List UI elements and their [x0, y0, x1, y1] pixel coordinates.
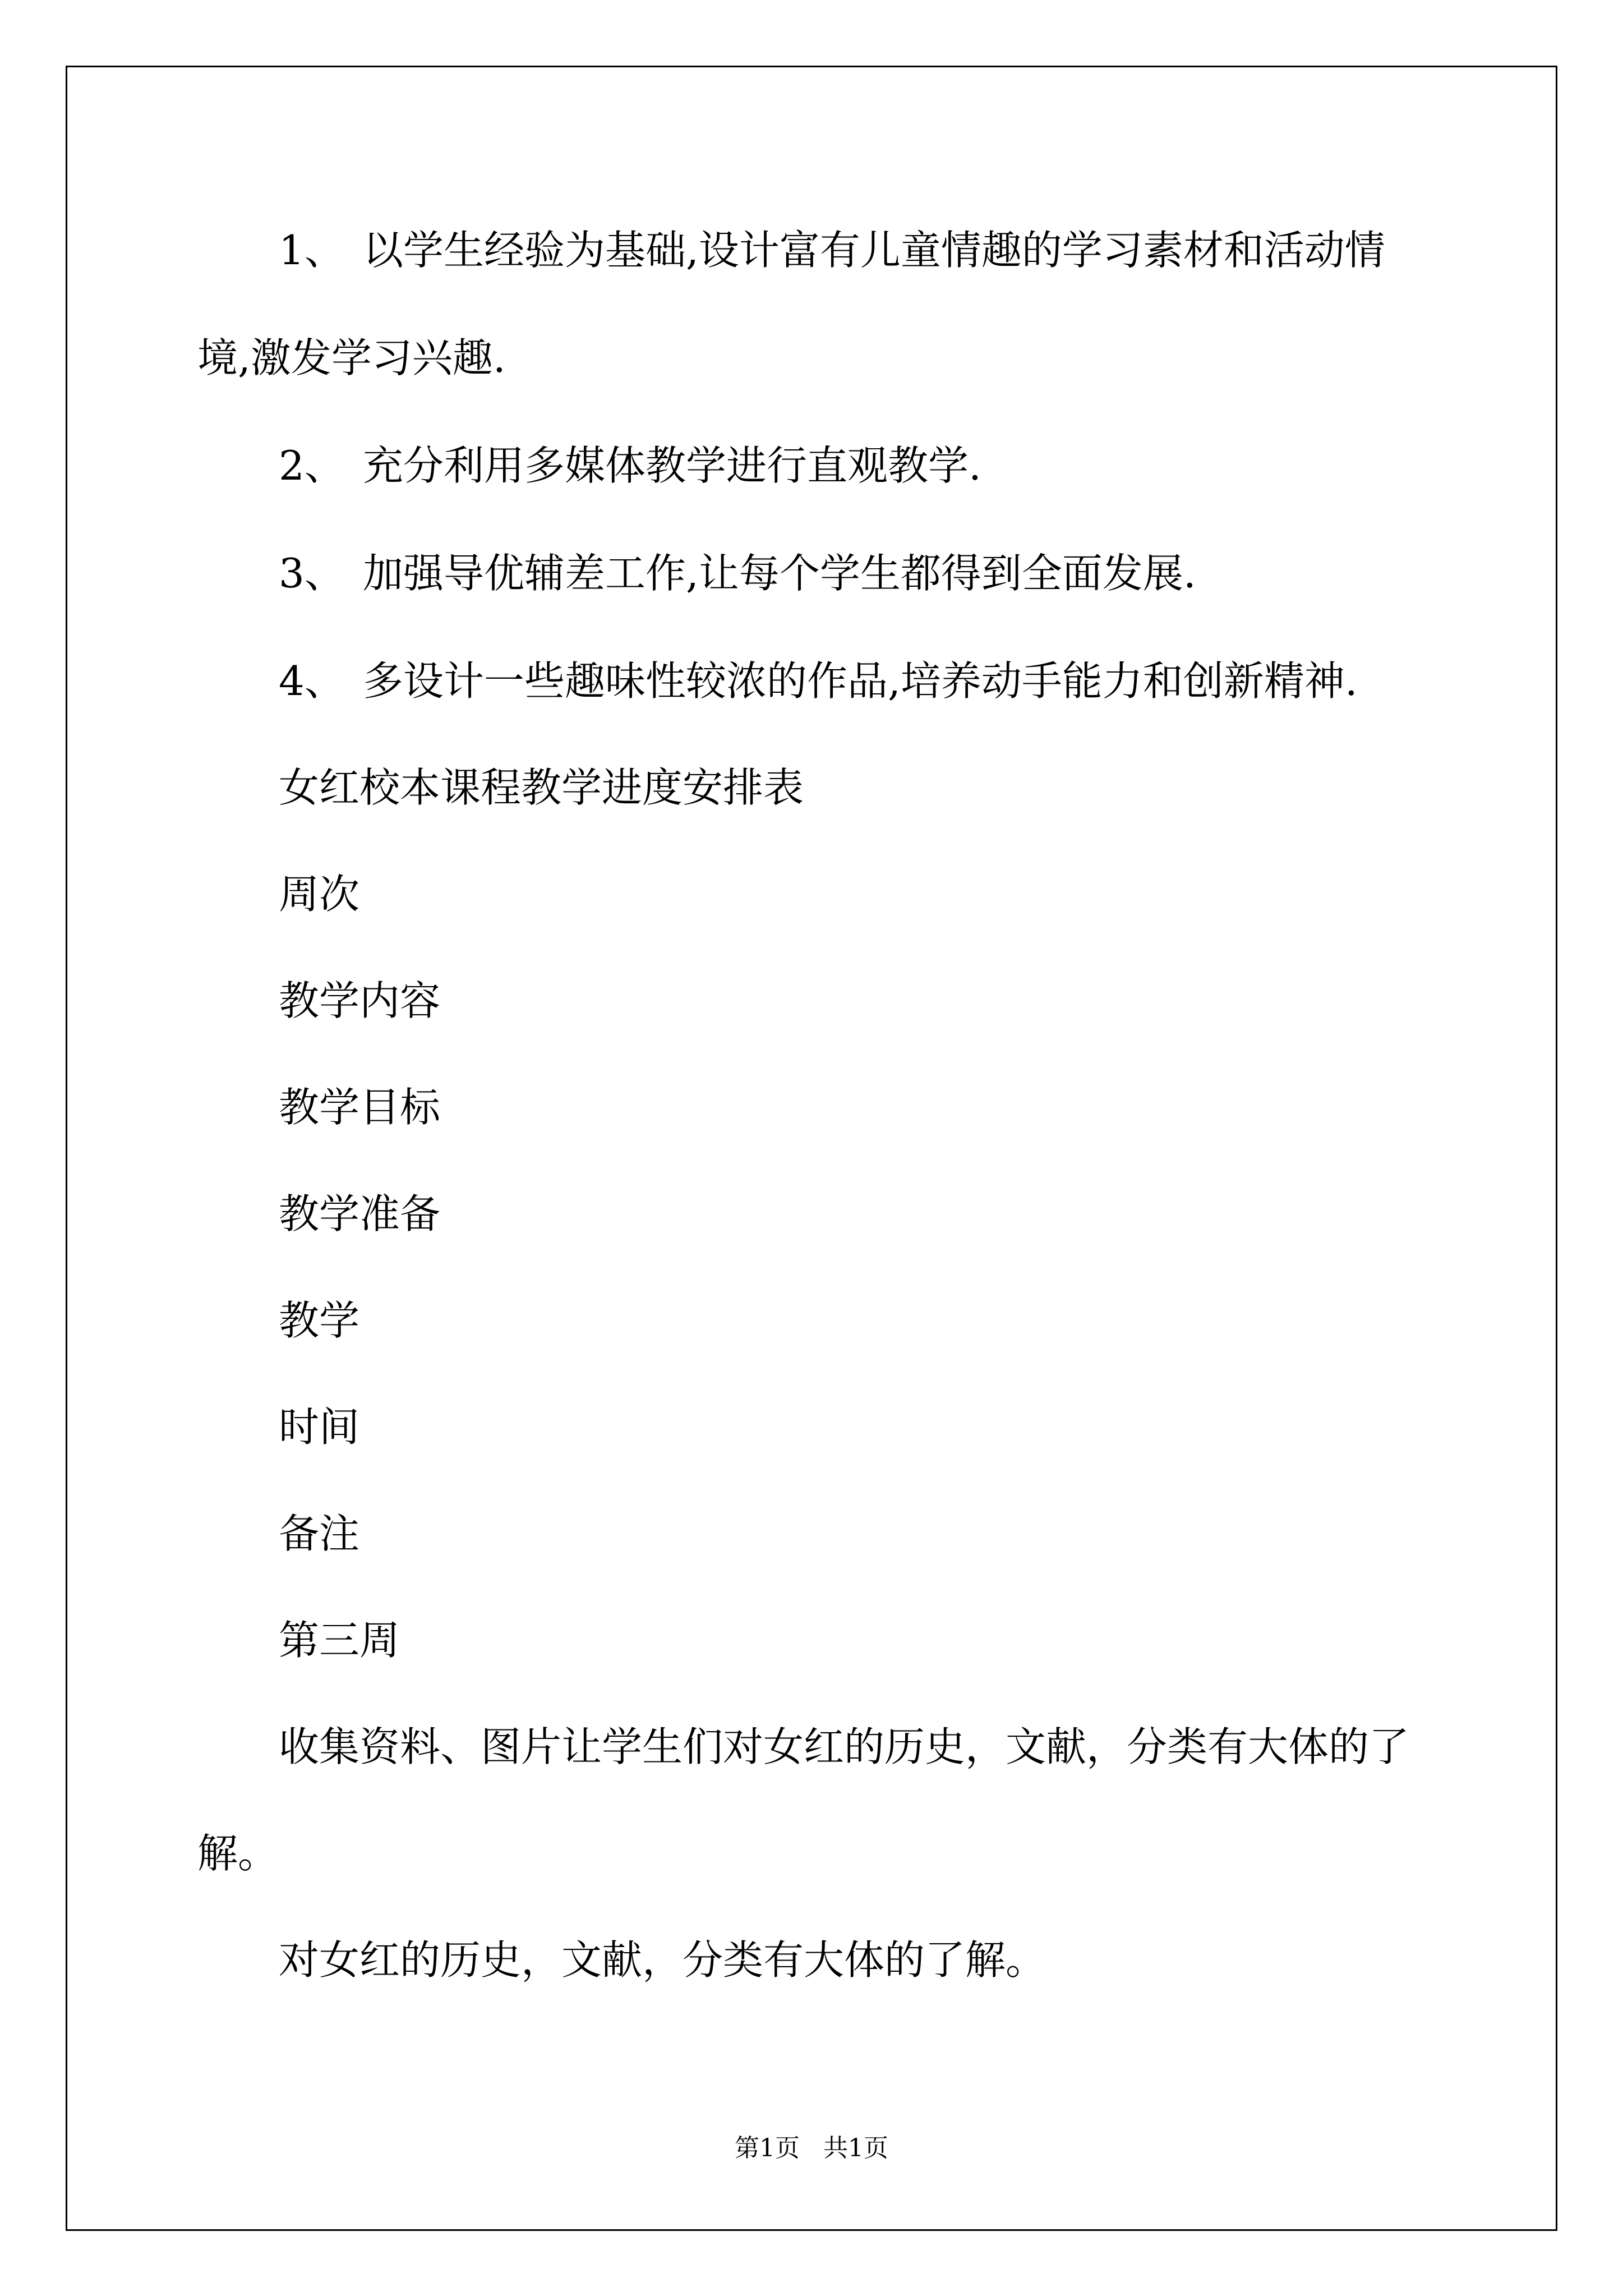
- page-number: 第1页: [735, 2134, 800, 2162]
- teaching-goal: 对女红的历史，文献，分类有大体的了解。: [279, 1936, 1046, 1984]
- header-preparation: 教学准备: [279, 1190, 441, 1237]
- list-item-1: [279, 224, 1385, 276]
- page-total: 共1页: [823, 2134, 888, 2162]
- header-remarks: 备注: [279, 1510, 360, 1557]
- list-item-2: [279, 440, 981, 491]
- list-text: 多设计一些趣味性较浓的作品,培养动手能力和创新精神.: [363, 657, 1358, 705]
- list-item-1-continued: 境,激发学习兴趣.: [197, 334, 506, 381]
- page-footer: [0, 2132, 1623, 2165]
- header-time: 时间: [279, 1404, 360, 1451]
- teaching-content-line-2: 解。: [197, 1830, 279, 1877]
- header-teaching: 教学: [279, 1297, 360, 1344]
- week-label: 第三周: [279, 1617, 400, 1664]
- teaching-content-line-1: 收集资料、图片让学生们对女红的历史，文献，分类有大体的了: [279, 1723, 1410, 1770]
- list-text: 加强导优辅差工作,让每个学生都得到全面发展.: [363, 550, 1196, 597]
- header-content: 教学内容: [279, 977, 441, 1024]
- list-number: 1、: [279, 227, 345, 274]
- list-text: 充分利用多媒体教学进行直观教学.: [363, 442, 981, 489]
- list-number: 3、: [279, 550, 345, 597]
- list-number: 2、: [279, 442, 345, 489]
- page-border: [66, 66, 1557, 2231]
- list-item-3: [279, 547, 1196, 599]
- list-number: 4、: [279, 657, 345, 705]
- list-item-4: [279, 655, 1358, 707]
- header-goal: 教学目标: [279, 1084, 441, 1131]
- header-week: 周次: [279, 871, 360, 918]
- table-title: 女红校本课程教学进度安排表: [279, 764, 804, 811]
- list-text: 以学生经验为基础,设计富有儿童情趣的学习素材和活动情: [363, 227, 1385, 274]
